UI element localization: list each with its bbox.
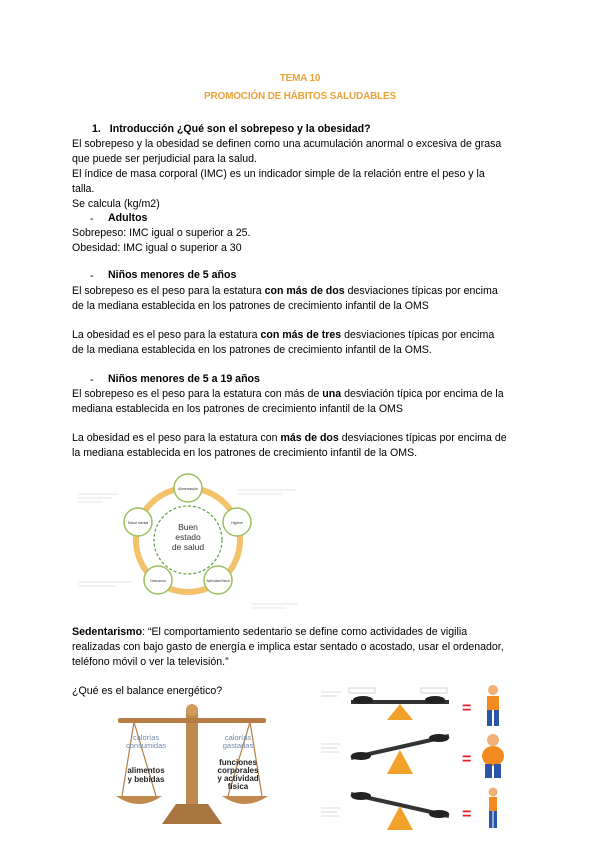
paragraph-line: mediana establecida en los patrones de crecimiento infantil de la OMS bbox=[72, 403, 403, 415]
health-cycle-diagram bbox=[72, 470, 312, 610]
sedentarismo-line bbox=[72, 626, 467, 639]
text-run: desviación típica por encima de la bbox=[341, 388, 504, 400]
person-thin-icon bbox=[489, 788, 498, 829]
section-heading bbox=[92, 123, 371, 136]
text-run: desviaciones típicas por encima de bbox=[338, 432, 507, 444]
paragraph-line: la mediana establecida en los patrones de crecimiento infantil de la OMS. bbox=[72, 447, 418, 459]
cycle-node bbox=[124, 508, 152, 536]
scale-beam bbox=[118, 718, 266, 723]
heading-text: Introducción ¿Qué son el sobrepeso y la obesidad? bbox=[109, 123, 371, 135]
sedentarismo-line: teléfono móvil o ver la televisión.” bbox=[72, 656, 229, 668]
heading-number: 1. bbox=[92, 123, 101, 135]
paragraph-line bbox=[72, 329, 494, 342]
intro-line: talla. bbox=[72, 183, 95, 195]
svg-text:Higiene: Higiene bbox=[231, 521, 243, 525]
bold-run: una bbox=[322, 388, 342, 400]
cycle-node bbox=[204, 566, 232, 594]
balance-question: ¿Qué es el balance energético? bbox=[72, 685, 223, 697]
svg-text:Actividad física: Actividad física bbox=[206, 579, 230, 583]
paragraph-line bbox=[72, 388, 504, 401]
intro-line: Se calcula (kg/m2) bbox=[72, 198, 160, 210]
text-run: La obesidad es el peso para la estatura bbox=[72, 329, 261, 341]
paragraph-line: de la mediana establecida en los patrones de crecimiento infantil de la OMS bbox=[72, 300, 429, 312]
adultos-line: Sobrepeso: IMC igual o superior a 25. bbox=[72, 227, 251, 239]
center-label: estado bbox=[175, 532, 201, 542]
bullet-dash: - bbox=[90, 270, 94, 282]
topic-number: TEMA 10 bbox=[279, 72, 321, 85]
left-pan bbox=[116, 796, 162, 804]
equals-sign: = bbox=[462, 700, 472, 717]
text-run: desviaciones típicas por encima bbox=[344, 285, 498, 297]
seesaw-balanced bbox=[321, 688, 471, 720]
text-run: El sobrepeso es el peso para la estatura con más de bbox=[72, 388, 323, 400]
bold-run: más de dos bbox=[280, 432, 339, 444]
text-run: La obesidad es el peso para la estatura con bbox=[72, 432, 281, 444]
left-top-label: consumidas bbox=[125, 741, 167, 750]
svg-text:Alimentación: Alimentación bbox=[177, 487, 199, 491]
text-run: desviaciones típicas por encima bbox=[341, 329, 495, 341]
bullet-dash: - bbox=[90, 374, 94, 386]
right-top-label: gastadas bbox=[222, 741, 254, 750]
left-bottom-label: alimentos bbox=[127, 766, 165, 775]
svg-text:Salud mental: Salud mental bbox=[127, 521, 149, 525]
svg-text:Descanso: Descanso bbox=[150, 579, 166, 583]
text-run: : “El comportamiento sedentario se define como actividades de vigilia bbox=[142, 626, 468, 638]
left-bottom-label: y bebidas bbox=[127, 775, 165, 784]
person-normal-icon bbox=[487, 685, 499, 726]
text-run: El sobrepeso es el peso para la estatura bbox=[72, 285, 265, 297]
intro-line: que puede ser perjudicial para la salud. bbox=[72, 153, 257, 165]
energy-balance-scale bbox=[112, 700, 272, 830]
paragraph-line: de la mediana establecida en los patrones de crecimiento infantil de la OMS. bbox=[72, 344, 432, 356]
cycle-node bbox=[144, 566, 172, 594]
equals-sign: = bbox=[462, 806, 472, 823]
cycle-node bbox=[223, 508, 251, 536]
fulcrum bbox=[387, 704, 413, 720]
fulcrum bbox=[387, 750, 413, 774]
adultos-line: Obesidad: IMC igual o superior a 30 bbox=[72, 242, 242, 254]
person-overweight-icon bbox=[482, 734, 504, 778]
seesaw-loss bbox=[321, 792, 471, 830]
scale-base bbox=[162, 804, 222, 824]
right-bottom-label: funciones bbox=[219, 758, 257, 767]
paragraph-line bbox=[72, 432, 507, 445]
subheading-adultos: Adultos bbox=[108, 212, 148, 224]
cycle-node bbox=[174, 474, 202, 502]
subheading-ninos-5: Niños menores de 5 años bbox=[108, 269, 237, 281]
energy-balance-scenarios bbox=[315, 682, 515, 832]
seesaw-gain bbox=[321, 734, 471, 774]
bullet-dash: - bbox=[90, 213, 94, 225]
bold-run: con más de tres bbox=[260, 329, 342, 341]
sedentarismo-line: realizadas con bajo gasto de energía e implica estar sentado o acostado, usar el ordenador, bbox=[72, 641, 504, 653]
sedentarismo-term: Sedentarismo bbox=[72, 626, 143, 638]
document-title: PROMOCIÓN DE HÁBITOS SALUDABLES bbox=[204, 90, 396, 103]
left-top-label: calorías bbox=[132, 733, 160, 742]
right-top-label: calorías bbox=[224, 733, 252, 742]
scale-knob bbox=[186, 704, 198, 716]
subheading-ninos-5-19: Niños menores de 5 a 19 años bbox=[108, 373, 260, 385]
right-pan bbox=[222, 796, 268, 804]
bold-run: con más de dos bbox=[264, 285, 345, 297]
center-label: Buen bbox=[178, 522, 198, 532]
center-label: de salud bbox=[171, 542, 205, 552]
equals-sign: = bbox=[462, 751, 472, 768]
right-bottom-label: física bbox=[227, 782, 249, 791]
fulcrum bbox=[387, 806, 413, 830]
right-bottom-label: corporales bbox=[217, 766, 259, 775]
intro-line: El sobrepeso y la obesidad se definen como una acumulación anormal o excesiva de grasa bbox=[72, 138, 502, 150]
paragraph-line bbox=[72, 285, 498, 298]
intro-line: El índice de masa corporal (IMC) es un indicador simple de la relación entre el peso y la bbox=[72, 168, 485, 180]
right-bottom-label: y actividad bbox=[217, 774, 259, 783]
